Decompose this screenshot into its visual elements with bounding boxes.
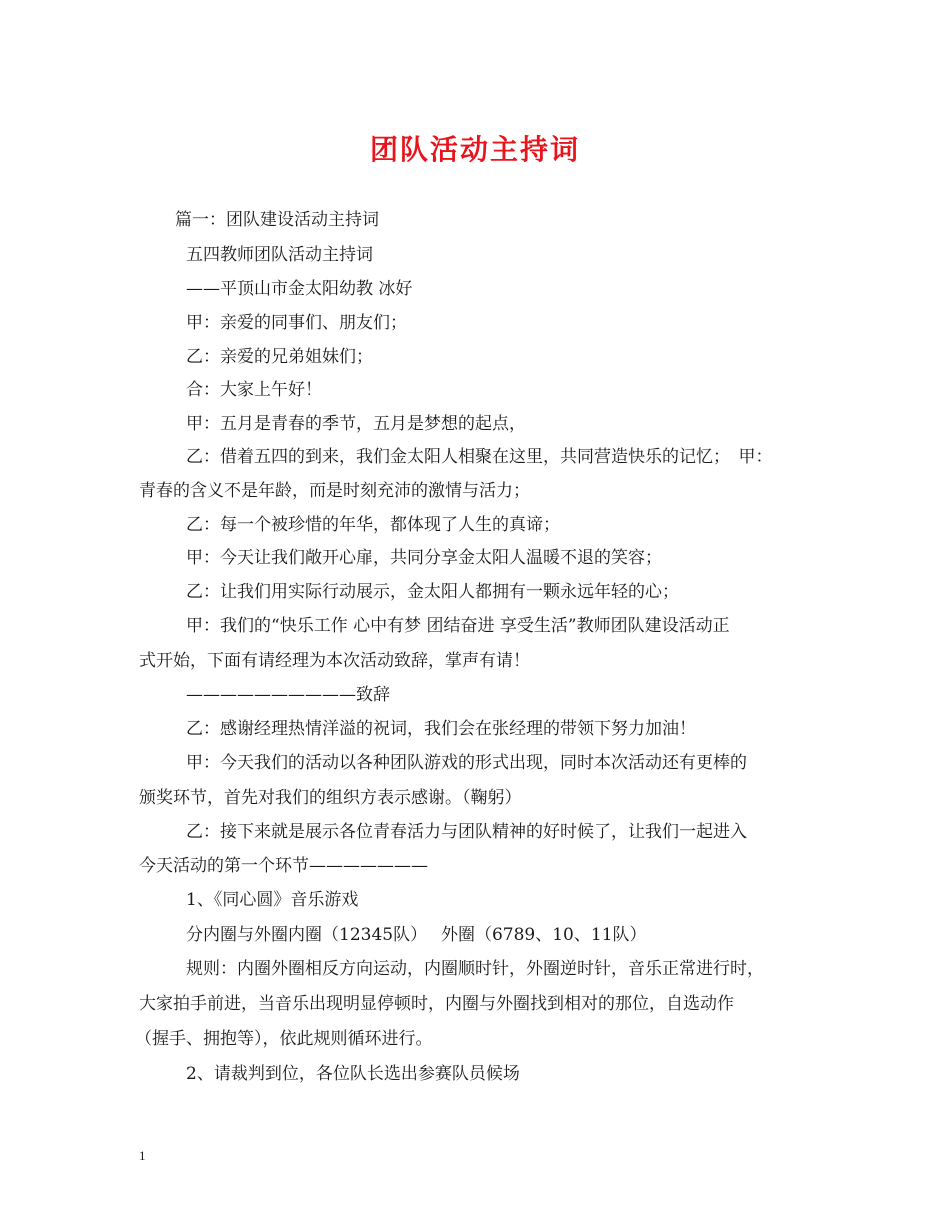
text-line: 乙：每一个被珍惜的年华，都体现了人生的真谛； xyxy=(186,515,560,535)
document-title: 团队活动主持词 xyxy=(369,133,580,166)
text-line: 式开始，下面有请经理为本次活动致辞，掌声有请！ xyxy=(139,651,530,671)
text-line: 乙：感谢经理热情洋溢的祝词，我们会在张经理的带领下努力加油！ xyxy=(186,719,696,739)
text-line: 五四教师团队活动主持词 xyxy=(186,245,373,265)
text-line: 篇一：团队建设活动主持词 xyxy=(175,210,379,230)
text-line: ——————————致辞 xyxy=(186,685,390,705)
text-line: 乙：亲爱的兄弟姐妹们； xyxy=(186,347,373,367)
text-line: 甲：今天我们的活动以各种团队游戏的形式出现，同时本次活动还有更棒的 xyxy=(186,753,747,773)
text-line: 颁奖环节，首先对我们的组织方表示感谢。（鞠躬） xyxy=(139,788,522,808)
page-number: 1 xyxy=(139,1148,146,1163)
text-line: 乙：借着五四的到来，我们金太阳人相聚在这里，共同营造快乐的记忆； 甲： xyxy=(186,447,773,467)
text-line: 规则：内圈外圈相反方向运动，内圈顺时针，外圈逆时针，音乐正常进行时， xyxy=(186,959,764,979)
text-line: 甲：五月是青春的季节，五月是梦想的起点， xyxy=(186,414,526,434)
text-line: （握手、拥抱等），依此规则循环进行。 xyxy=(135,1029,433,1049)
text-line: ——平顶山市金太阳幼教 冰好 xyxy=(186,279,413,299)
text-line: 甲：今天让我们敞开心扉，共同分享金太阳人温暖不退的笑容； xyxy=(186,548,662,568)
text-line: 大家拍手前进，当音乐出现明显停顿时，内圈与外圈找到相对的那位，自选动作 xyxy=(139,994,734,1014)
text-line: 合：大家上午好！ xyxy=(186,380,322,400)
text-line: 1、《同心圆》音乐游戏 xyxy=(186,890,359,910)
text-line: 分内圈与外圈内圈（12345队） 外圈（6789、10、11队） xyxy=(186,925,647,945)
text-line: 乙：让我们用实际行动展示，金太阳人都拥有一颗永远年轻的心； xyxy=(186,582,679,602)
text-line: 2、请裁判到位，各位队长选出参赛队员候场 xyxy=(186,1064,520,1084)
text-line: 乙：接下来就是展示各位青春活力与团队精神的好时候了，让我们一起进入 xyxy=(186,822,747,842)
text-line: 今天活动的第一个环节——————— xyxy=(139,856,428,876)
text-line: 甲：我们的“快乐工作 心中有梦 团结奋进 享受生活”教师团队建设活动正 xyxy=(186,616,730,636)
text-line: 青春的含义不是年龄，而是时刻充沛的激情与活力； xyxy=(139,481,530,501)
text-line: 甲：亲爱的同事们、朋友们； xyxy=(186,313,407,333)
